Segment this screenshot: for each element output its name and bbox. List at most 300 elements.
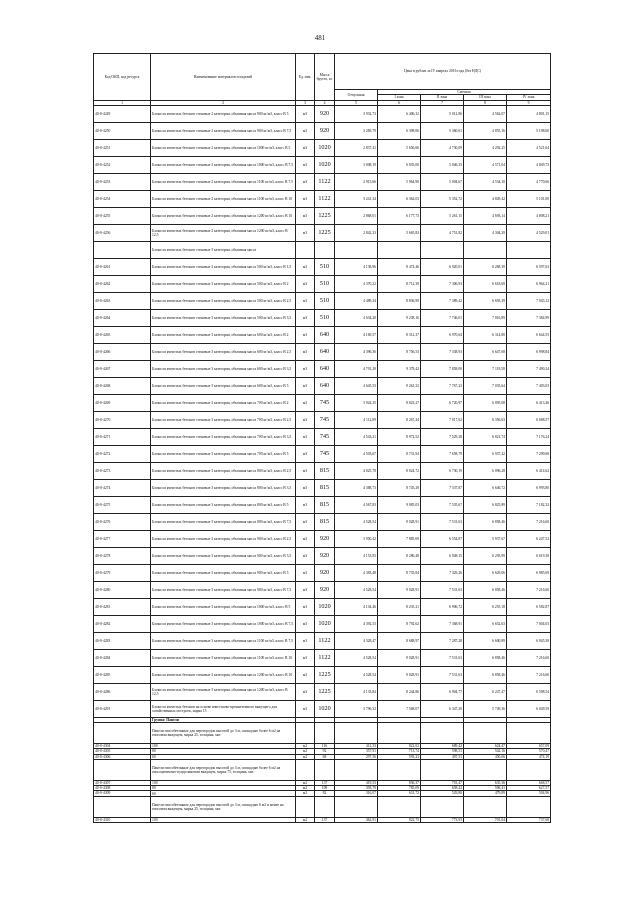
row-code: 40-0-4307	[94, 780, 151, 785]
row-price-zone-4: 4 770,66	[507, 173, 551, 190]
row-code: 40-0-4278	[94, 547, 151, 564]
table-row	[94, 817, 551, 822]
row-unit: м3	[296, 700, 315, 717]
row-name: Блоки из ячеистых бетонов стеновые 3 категории, объемная масса 600 кг/м3, класс В 5	[151, 377, 296, 394]
row-price-zone-2: 6 920,01	[421, 258, 464, 275]
row-mass: 920	[315, 105, 335, 122]
row-mass: 1122	[315, 173, 335, 190]
row-price-zone-1: 8 023,27	[378, 394, 421, 411]
row-code: 40-0-4305	[94, 749, 151, 754]
row-price-zone-2: 5 360,61	[421, 122, 464, 139]
row-price-zone-4: 4 521,64	[507, 139, 551, 156]
empty-cell	[296, 241, 315, 258]
row-price-zone-4: 6 688,57	[507, 411, 551, 428]
row-price-sales: 4 134,46	[335, 598, 378, 615]
row-price-zone-4: 7 490,24	[507, 360, 551, 377]
row-price-zone-1: 9 378,42	[378, 360, 421, 377]
row-price-zone-2: 689,42	[421, 743, 464, 748]
row-price-zone-4: 6 945,38	[507, 632, 551, 649]
row-price-zone-1: 6 398,06	[378, 122, 421, 139]
row-price-sales: 4 528,54	[335, 649, 378, 666]
row-mass: 920	[315, 547, 335, 564]
row-code: 40-0-4255	[94, 207, 151, 224]
row-price-zone-4: 4 529,01	[507, 224, 551, 241]
row-name: Блоки из ячеистых бетонов стеновые 3 категории, объемная масса 500 кг/м3, класс В 2	[151, 275, 296, 292]
row-price-zone-2: 7 368,91	[421, 615, 464, 632]
row-code: 40-0-4280	[94, 581, 151, 598]
row-price-zone-3: 624,47	[464, 743, 507, 748]
column-number: 3	[296, 100, 315, 105]
empty-cell	[464, 241, 507, 258]
row-price-zone-4: 7 216,60	[507, 649, 551, 666]
row-code: 40-0-4286	[94, 683, 151, 700]
row-code: 40-0-4264	[94, 309, 151, 326]
row-price-zone-4: 6 582,87	[507, 598, 551, 615]
row-name: 100	[151, 817, 296, 822]
empty-cell	[421, 796, 464, 817]
row-mass: 109	[315, 786, 335, 791]
row-unit: м2	[296, 743, 315, 748]
row-name: Блоки из ячеистых бетонов стеновые 3 категории, объемная масса 1200 кг/м3, класс В 10	[151, 666, 296, 683]
row-mass: 920	[315, 530, 335, 547]
row-mass: 815	[315, 513, 335, 530]
row-mass: 640	[315, 343, 335, 360]
row-price-sales: 357,91	[335, 749, 378, 754]
row-unit: м3	[296, 309, 315, 326]
row-price-sales: 4 528,54	[335, 666, 378, 683]
row-price-zone-3: 4 849,42	[464, 190, 507, 207]
row-name: Блоки из ячеистых бетонов стеновые 3 категории, объемная масса 800 кг/м3, класс В 2,5	[151, 462, 296, 479]
row-price-zone-3: 6 095,08	[464, 394, 507, 411]
row-mass: 82	[315, 791, 335, 796]
row-price-zone-4: 7 216,60	[507, 513, 551, 530]
row-price-sales: 2 915,66	[335, 173, 378, 190]
row-code: 40-0-4266	[94, 343, 151, 360]
group-title: Группа: Панели	[151, 717, 296, 722]
row-mass: 1122	[315, 190, 335, 207]
table-row	[94, 513, 551, 530]
row-unit: м3	[296, 292, 315, 309]
empty-cell	[378, 722, 421, 743]
row-code: 40-0-4276	[94, 513, 151, 530]
row-price-zone-3: 6 646,72	[464, 479, 507, 496]
row-name: 100	[151, 743, 296, 748]
table-row	[94, 343, 551, 360]
empty-cell	[507, 241, 551, 258]
empty-cell	[507, 722, 551, 743]
row-price-zone-2: 6 970,64	[421, 326, 464, 343]
row-price-sales: 316,07	[335, 791, 378, 796]
row-mass: 68	[315, 754, 335, 759]
row-price-zone-4: 6 964,21	[507, 275, 551, 292]
row-price-zone-3: 596,41	[464, 786, 507, 791]
row-price-zone-3: 6 821,74	[464, 428, 507, 445]
row-price-zone-4: 7 216,60	[507, 581, 551, 598]
section-note-row	[94, 241, 551, 258]
row-code: 40-0-4252	[94, 156, 151, 173]
row-price-zone-1: 5 964,90	[378, 173, 421, 190]
empty-cell	[315, 759, 335, 780]
row-price-zone-1: 8 235,21	[378, 598, 421, 615]
row-code: 40-0-4256	[94, 224, 151, 241]
row-price-zone-2: 7 529,28	[421, 428, 464, 445]
row-price-zone-4: 6 644,55	[507, 326, 551, 343]
table-row	[94, 683, 551, 700]
row-name: Блоки из ячеистых бетонов стеновые 2 категории, объемная масса 1100 кг/м3, класс В 7,5	[151, 173, 296, 190]
row-code: 40-0-4272	[94, 445, 151, 462]
row-mass: 815	[315, 496, 335, 513]
row-price-zone-4: 7 403,03	[507, 377, 551, 394]
row-price-zone-4: 6 598,54	[507, 683, 551, 700]
row-price-sales: 4 138,96	[335, 258, 378, 275]
row-price-zone-1: 631,72	[378, 791, 421, 796]
row-price-zone-1: 9 261,23	[378, 377, 421, 394]
row-mass: 815	[315, 479, 335, 496]
row-price-zone-1: 8 312,37	[378, 326, 421, 343]
row-code: 40-0-4304	[94, 743, 151, 748]
row-price-zone-3: 542,16	[464, 749, 507, 754]
table-row	[94, 411, 551, 428]
row-mass: 640	[315, 377, 335, 394]
table-row	[94, 598, 551, 615]
table-row	[94, 139, 551, 156]
row-code: 40-0-4251	[94, 139, 151, 156]
row-price-zone-1: 8 792,62	[378, 615, 421, 632]
row-code: 40-0-4273	[94, 462, 151, 479]
row-name: Блоки из ячеистых бетонов стеновые 2 категории, объемная масса 900 кг/м3, класс В 5	[151, 105, 296, 122]
row-name: Блоки из ячеистых бетонов стеновые 2 категории, объемная масса 1100 кг/м3, класс В 10	[151, 190, 296, 207]
column-number: 2	[151, 100, 296, 105]
row-unit: м3	[296, 377, 315, 394]
row-price-zone-3: 635,36	[464, 780, 507, 785]
row-name: Блоки из ячеистых бетонов стеновые 3 категории, объемная масса 1000 кг/м3, класс В 5	[151, 598, 296, 615]
row-code: 40-0-4261	[94, 258, 151, 275]
row-mass: 510	[315, 292, 335, 309]
table-row	[94, 394, 551, 411]
section-note-row	[94, 722, 551, 743]
row-price-zone-3: 5 749,36	[464, 700, 507, 717]
row-price-zone-2: 4 751,82	[421, 224, 464, 241]
row-mass: 920	[315, 122, 335, 139]
row-code	[94, 759, 151, 780]
row-price-zone-1: 8 688,97	[378, 632, 421, 649]
row-unit: м3	[296, 190, 315, 207]
row-price-zone-2: 7 535,67	[421, 496, 464, 513]
row-price-zone-2: 7 337,87	[421, 479, 464, 496]
row-unit: м3	[296, 513, 315, 530]
row-price-zone-3: 450,66	[464, 754, 507, 759]
row-price-zone-2: 7 017,62	[421, 411, 464, 428]
row-mass: 510	[315, 258, 335, 275]
row-mass: 920	[315, 564, 335, 581]
row-price-zone-1: 8 286,48	[378, 547, 421, 564]
column-number: 9	[507, 100, 551, 105]
table-row	[94, 581, 551, 598]
row-price-sales: 3 241,34	[335, 190, 378, 207]
row-mass: 1020	[315, 139, 335, 156]
row-price-zone-2: 7 287,28	[421, 632, 464, 649]
row-price-zone-3: 7 118,58	[464, 360, 507, 377]
row-price-zone-3: 6 858,46	[464, 649, 507, 666]
row-code: 40-0-4309	[94, 791, 151, 796]
row-price-zone-4: 504,96	[507, 791, 551, 796]
row-price-zone-2: 6 720,97	[421, 394, 464, 411]
row-price-zone-2: 7 746,01	[421, 309, 464, 326]
row-price-zone-2: 7 329,26	[421, 564, 464, 581]
row-price-zone-3: 6 858,46	[464, 666, 507, 683]
row-price-zone-2: 7 531,63	[421, 513, 464, 530]
row-price-zone-4: 737,68	[507, 817, 551, 822]
row-price-sales: 3 932,73	[335, 105, 378, 122]
row-mass: 745	[315, 428, 335, 445]
row-unit: м3	[296, 394, 315, 411]
row-price-zone-2: 701,47	[421, 780, 464, 785]
row-code: 40-0-4279	[94, 564, 151, 581]
row-price-zone-2: 7 338,93	[421, 343, 464, 360]
row-price-sales: 4 645,53	[335, 377, 378, 394]
row-code: 40-0-4270	[94, 411, 151, 428]
row-unit: м3	[296, 275, 315, 292]
header-code: Код ОКП, код ресурса	[94, 54, 151, 101]
section-note-row	[94, 759, 551, 780]
row-unit: м3	[296, 105, 315, 122]
row-price-sales: 4 503,67	[335, 445, 378, 462]
row-mass: 1122	[315, 632, 335, 649]
row-price-sales: 4 328,47	[335, 632, 378, 649]
row-name: Блоки из ячеистых бетонов стеновые 3 категории, объемная масса 900 кг/м3, класс В 7,5	[151, 581, 296, 598]
row-price-zone-3: 6 825,89	[464, 496, 507, 513]
row-code: 40-0-4306	[94, 754, 151, 759]
row-price-zone-4: 7 216,60	[507, 666, 551, 683]
row-code: 40-0-4308	[94, 786, 151, 791]
row-price-zone-1: 9 238,16	[378, 309, 421, 326]
row-code: 40-0-4285	[94, 666, 151, 683]
empty-cell	[296, 796, 315, 817]
row-unit: м3	[296, 649, 315, 666]
row-mass: 745	[315, 445, 335, 462]
row-price-sales: 3 008,19	[335, 156, 378, 173]
row-price-zone-4: 6 619,30	[507, 547, 551, 564]
row-price-zone-4: 6 049,59	[507, 700, 551, 717]
row-price-zone-1: 8 024,72	[378, 462, 421, 479]
row-price-zone-2: 7 389,42	[421, 292, 464, 309]
row-price-zone-3: 6 600,89	[464, 632, 507, 649]
empty-cell	[296, 722, 315, 743]
row-code: 40-0-4291	[94, 700, 151, 717]
row-unit: м2	[296, 817, 315, 822]
row-name: Блоки из ячеистых бетонов стеновые 3 категории, объемная масса 800 кг/м3, класс В 3,5	[151, 479, 296, 496]
column-number: 4	[315, 100, 335, 105]
row-price-zone-1: 9 028,91	[378, 581, 421, 598]
row-price-sales: 4 701,29	[335, 360, 378, 377]
row-price-sales: 3 796,32	[335, 700, 378, 717]
row-price-zone-4: 5 198,60	[507, 122, 551, 139]
row-price-zone-3: 6 652,63	[464, 615, 507, 632]
row-price-sales: 4 388,73	[335, 479, 378, 496]
row-price-zone-4: 6 414,62	[507, 462, 551, 479]
row-price-zone-4: 6 998,84	[507, 343, 551, 360]
row-name: Блоки из ячеистых бетонов стеновые 3 категории, объемная масса 800 кг/м3, класс В 5	[151, 496, 296, 513]
row-mass: 1225	[315, 224, 335, 241]
row-price-sales: 4 153,83	[335, 547, 378, 564]
column-number: 7	[421, 100, 464, 105]
row-price-sales: 462,91	[335, 817, 378, 822]
row-price-zone-1: 5 656,66	[378, 139, 421, 156]
row-name: Блоки из ячеистых бетонов стеновые 3 категории, объемная масса 600 кг/м3, класс В 2,5	[151, 343, 296, 360]
row-price-zone-2: 7 658,79	[421, 445, 464, 462]
row-name: Блоки из ячеистых бетонов стеновые 3 категории, объемная масса 900 кг/м3, класс В 5	[151, 564, 296, 581]
row-unit: м3	[296, 615, 315, 632]
row-price-zone-1: 5 665,82	[378, 224, 421, 241]
row-price-zone-3: 4 571,04	[464, 156, 507, 173]
row-price-zone-4: 6 247,52	[507, 530, 551, 547]
row-price-zone-1: 8 735,84	[378, 564, 421, 581]
row-price-zone-1: 6 177,73	[378, 207, 421, 224]
row-price-zone-3: 479,89	[464, 791, 507, 796]
table-row	[94, 496, 551, 513]
row-mass: 1122	[315, 649, 335, 666]
row-price-zone-2: 658,42	[421, 786, 464, 791]
row-price-zone-3: 4 693,14	[464, 207, 507, 224]
row-code: 40-0-4284	[94, 649, 151, 666]
row-unit: м3	[296, 462, 315, 479]
row-price-zone-2: 6 948,15	[421, 547, 464, 564]
row-price-zone-1: 6 035,00	[378, 156, 421, 173]
row-price-zone-1: 8 756,53	[378, 343, 421, 360]
section-note: Панели гипсобетонные для перегородок высотой до 3 м, площадью более 6 м2 на гипсоцементно-пуццолановом вяжущем, марка 75, толщина, мм:	[151, 759, 296, 780]
row-unit: м3	[296, 343, 315, 360]
row-price-zone-1: 9 028,91	[378, 513, 421, 530]
page-number: 481	[314, 34, 326, 42]
row-price-zone-3: 6 356,63	[464, 411, 507, 428]
row-price-zone-3: 7 035,64	[464, 377, 507, 394]
table-row	[94, 173, 551, 190]
empty-cell	[421, 241, 464, 258]
row-name: Блоки из ячеистых бетонов стеновые 3 категории, объемная масса 900 кг/м3, класс В 3,5	[151, 547, 296, 564]
row-price-sales: 4 634,20	[335, 309, 378, 326]
row-price-zone-1: 9 085,03	[378, 496, 421, 513]
row-price-zone-3: 6 693,39	[464, 292, 507, 309]
row-code: 40-0-4269	[94, 394, 151, 411]
section-note-row	[94, 796, 551, 817]
row-mass: 137	[315, 817, 335, 822]
row-price-zone-4: 7 004,03	[507, 615, 551, 632]
row-mass: 137	[315, 780, 335, 785]
row-price-zone-4: 4 849,73	[507, 156, 551, 173]
row-price-zone-3: 6 618,69	[464, 275, 507, 292]
row-price-zone-1: 593,23	[378, 754, 421, 759]
row-price-zone-3: 4 304,29	[464, 224, 507, 241]
row-name: Блоки из ячеистых бетонов стеновые 3 категории, объемная масса 700 кг/м3, класс В 2	[151, 394, 296, 411]
table-row	[94, 326, 551, 343]
row-code: 40-0-4310	[94, 817, 151, 822]
row-price-zone-2: 6 904,77	[421, 683, 464, 700]
row-price-zone-4: 7 176,24	[507, 428, 551, 445]
empty-cell	[378, 241, 421, 258]
row-unit: м3	[296, 360, 315, 377]
row-price-zone-4: 6 993,80	[507, 479, 551, 496]
row-name: 60	[151, 754, 296, 759]
empty-cell	[315, 796, 335, 817]
row-price-sales: 2 868,01	[335, 207, 378, 224]
table-row	[94, 122, 551, 139]
empty-cell	[464, 759, 507, 780]
section-note: Блоки из ячеистых бетонов стеновые 3 категории, объемная масса	[151, 241, 296, 258]
row-price-zone-1: 8 474,46	[378, 258, 421, 275]
row-price-zone-1: 8 712,39	[378, 275, 421, 292]
row-price-sales: 3 924,35	[335, 394, 378, 411]
row-mass: 1225	[315, 683, 335, 700]
row-code: 40-0-4275	[94, 496, 151, 513]
row-price-zone-4: 7 045,12	[507, 292, 551, 309]
row-price-zone-4: 6 413,46	[507, 394, 551, 411]
row-price-zone-4: 6 985,69	[507, 564, 551, 581]
row-price-zone-2: 529,80	[421, 791, 464, 796]
row-code: 40-0-4281	[94, 598, 151, 615]
table-row	[94, 224, 551, 241]
row-price-zone-3: 6 858,46	[464, 581, 507, 598]
row-price-zone-1: 785,09	[378, 786, 421, 791]
row-price-zone-2: 5 012,86	[421, 105, 464, 122]
row-price-zone-3: 4 292,25	[464, 139, 507, 156]
row-name: Блоки из ячеистых бетонов стеновые 3 категории, объемная масса 1100 кг/м3, класс В 7,5	[151, 632, 296, 649]
row-price-zone-2: 7 858,00	[421, 360, 464, 377]
row-mass: 640	[315, 326, 335, 343]
row-name: Блоки из ячеистых бетонов стеновые 3 категории, объемная масса 600 кг/м3, класс В 2	[151, 326, 296, 343]
table-row	[94, 207, 551, 224]
row-unit: м2	[296, 786, 315, 791]
row-price-zone-2: 5 352,72	[421, 190, 464, 207]
row-price-zone-2: 4 730,09	[421, 139, 464, 156]
row-price-zone-1: 8 731,94	[378, 445, 421, 462]
header-zone-1: I зона	[378, 95, 421, 100]
row-unit: м3	[296, 530, 315, 547]
table-row	[94, 632, 551, 649]
empty-cell	[421, 722, 464, 743]
row-price-zone-4: 668,57	[507, 780, 551, 785]
row-name: Блоки из ячеистых бетонов стеновые 2 категории, объемная масса 900 кг/м3, класс В 7,5	[151, 122, 296, 139]
row-mass: 510	[315, 309, 335, 326]
row-unit: м3	[296, 547, 315, 564]
row-mass: 1020	[315, 598, 335, 615]
row-price-zone-1: 8 745,29	[378, 479, 421, 496]
empty-cell	[335, 796, 378, 817]
row-price-sales: 297,56	[335, 754, 378, 759]
row-price-zone-2: 5 046,33	[421, 156, 464, 173]
table-row	[94, 462, 551, 479]
row-name: Блоки из ячеистых бетонов стеновые 3 категории, объемная масса 800 кг/м3, класс В 7,5	[151, 513, 296, 530]
row-unit: м3	[296, 207, 315, 224]
table-body	[94, 105, 551, 822]
table-header	[94, 54, 551, 106]
row-price-sales: 2 842,33	[335, 224, 378, 241]
row-price-zone-3: 6 314,80	[464, 326, 507, 343]
header-unit: Ед. изм.	[296, 54, 315, 101]
row-unit: м3	[296, 598, 315, 615]
row-unit: м3	[296, 326, 315, 343]
row-price-zone-2: 6 554,87	[421, 530, 464, 547]
row-price-sales: 4 133,84	[335, 683, 378, 700]
table-row	[94, 564, 551, 581]
row-price-sales: 4 112,09	[335, 411, 378, 428]
row-price-sales: 4 528,54	[335, 513, 378, 530]
empty-cell	[315, 722, 335, 743]
row-price-sales: 412,33	[335, 743, 378, 748]
empty-cell	[315, 241, 335, 258]
row-price-zone-1: 713,74	[378, 749, 421, 754]
table-row	[94, 428, 551, 445]
row-code: 40-0-4249	[94, 105, 151, 122]
